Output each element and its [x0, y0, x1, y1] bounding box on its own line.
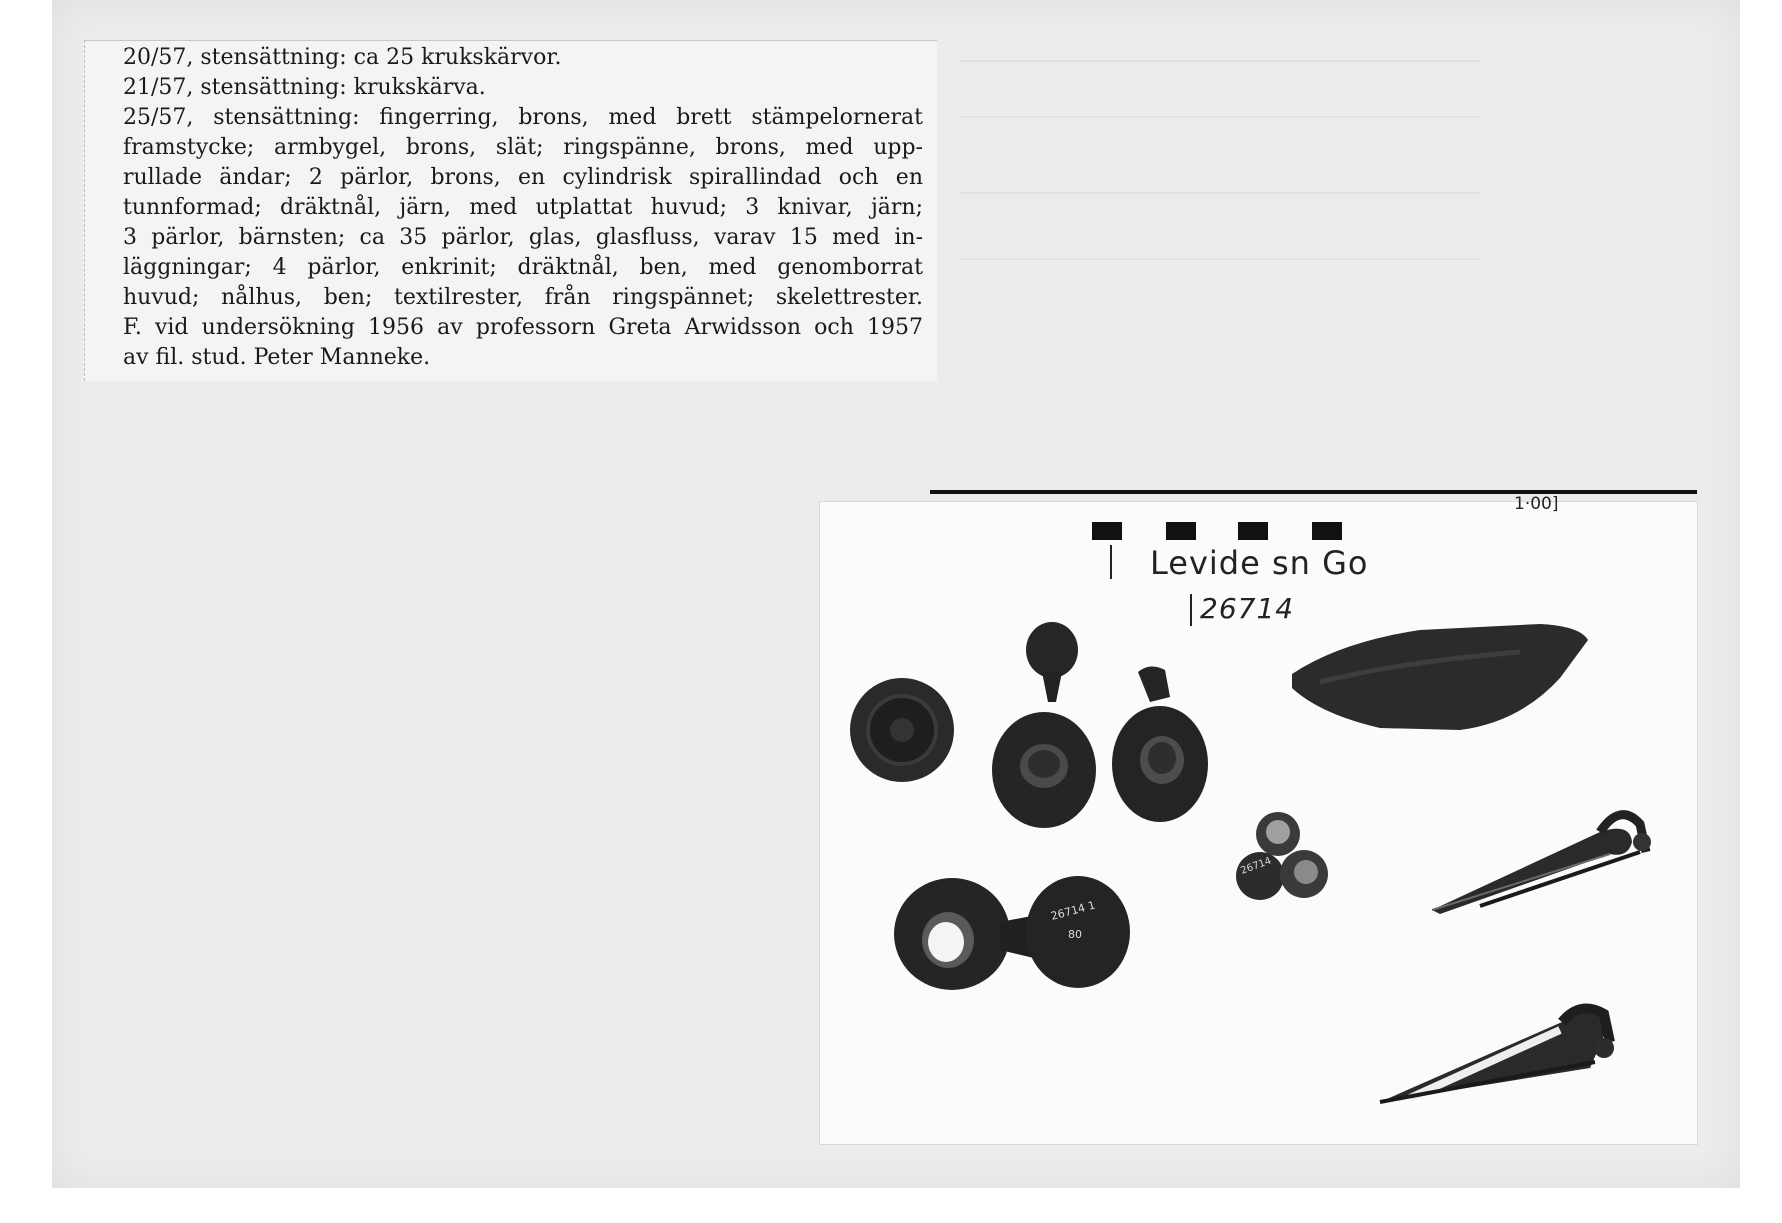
- inventory-tag-1: 26714 1: [1049, 898, 1097, 923]
- clip-line-4: framstycke; armbygel, brons, slät; ringspänne, brons, med upp-: [123, 135, 923, 160]
- clip-line-1: 20/57, stensättning: ca 25 krukskärvor.: [123, 45, 562, 70]
- inventory-tag-2: 26714: [1239, 855, 1273, 877]
- show-through-texture: [960, 50, 1480, 350]
- site-label: Levide sn Go: [1150, 544, 1369, 582]
- ring-brooch-artifact-2: [1112, 666, 1208, 822]
- clip-line-8: läggningar; 4 pärlor, enkrinit; dräktnål, ben, med genomborrat: [123, 255, 923, 280]
- double-ring-artifact: [894, 876, 1130, 990]
- clip-line-10: F. vid undersökning 1956 av professorn Greta Arwidsson och 1957: [123, 315, 923, 340]
- clip-line-5: rullade ändar; 2 pärlor, brons, en cylindrisk spirallindad och en: [123, 165, 923, 190]
- clip-line-11: av fil. stud. Peter Manneke.: [123, 345, 431, 370]
- inventory-number: 26714: [1200, 592, 1295, 625]
- brooch-pin-artifact-2: [1380, 1009, 1614, 1102]
- ring-brooch-artifact-1: [992, 622, 1096, 828]
- clip-line-9: huvud; nålhus, ben; textilrester, från ringspännet; skelettrester.: [123, 285, 923, 310]
- bead-cluster-artifact: [1236, 812, 1328, 900]
- round-disc-artifact: [850, 678, 954, 782]
- clip-line-7: 3 pärlor, bärnsten; ca 35 pärlor, glas, glasfluss, varav 15 med in-: [123, 225, 923, 250]
- artifacts-illustration: [820, 502, 1697, 1144]
- clip-line-6: tunnformad; dräktnål, järn, med utplattat huvud; 3 knivar, järn;: [123, 195, 923, 220]
- knife-blade-artifact: [1292, 624, 1588, 730]
- photo-edge-line: [930, 490, 1697, 494]
- photo-corner-number: 1·00]: [1514, 494, 1559, 514]
- brooch-pin-artifact-1: [1432, 815, 1651, 914]
- inventory-tag-1b: 80: [1068, 928, 1082, 941]
- catalogue-clipping: [84, 40, 937, 381]
- clip-line-3: 25/57, stensättning: fingerring, brons, med brett stämpelornerat: [123, 105, 923, 130]
- page-margin: [1740, 0, 1782, 1223]
- clip-line-2: 21/57, stensättning: krukskärva.: [123, 75, 486, 100]
